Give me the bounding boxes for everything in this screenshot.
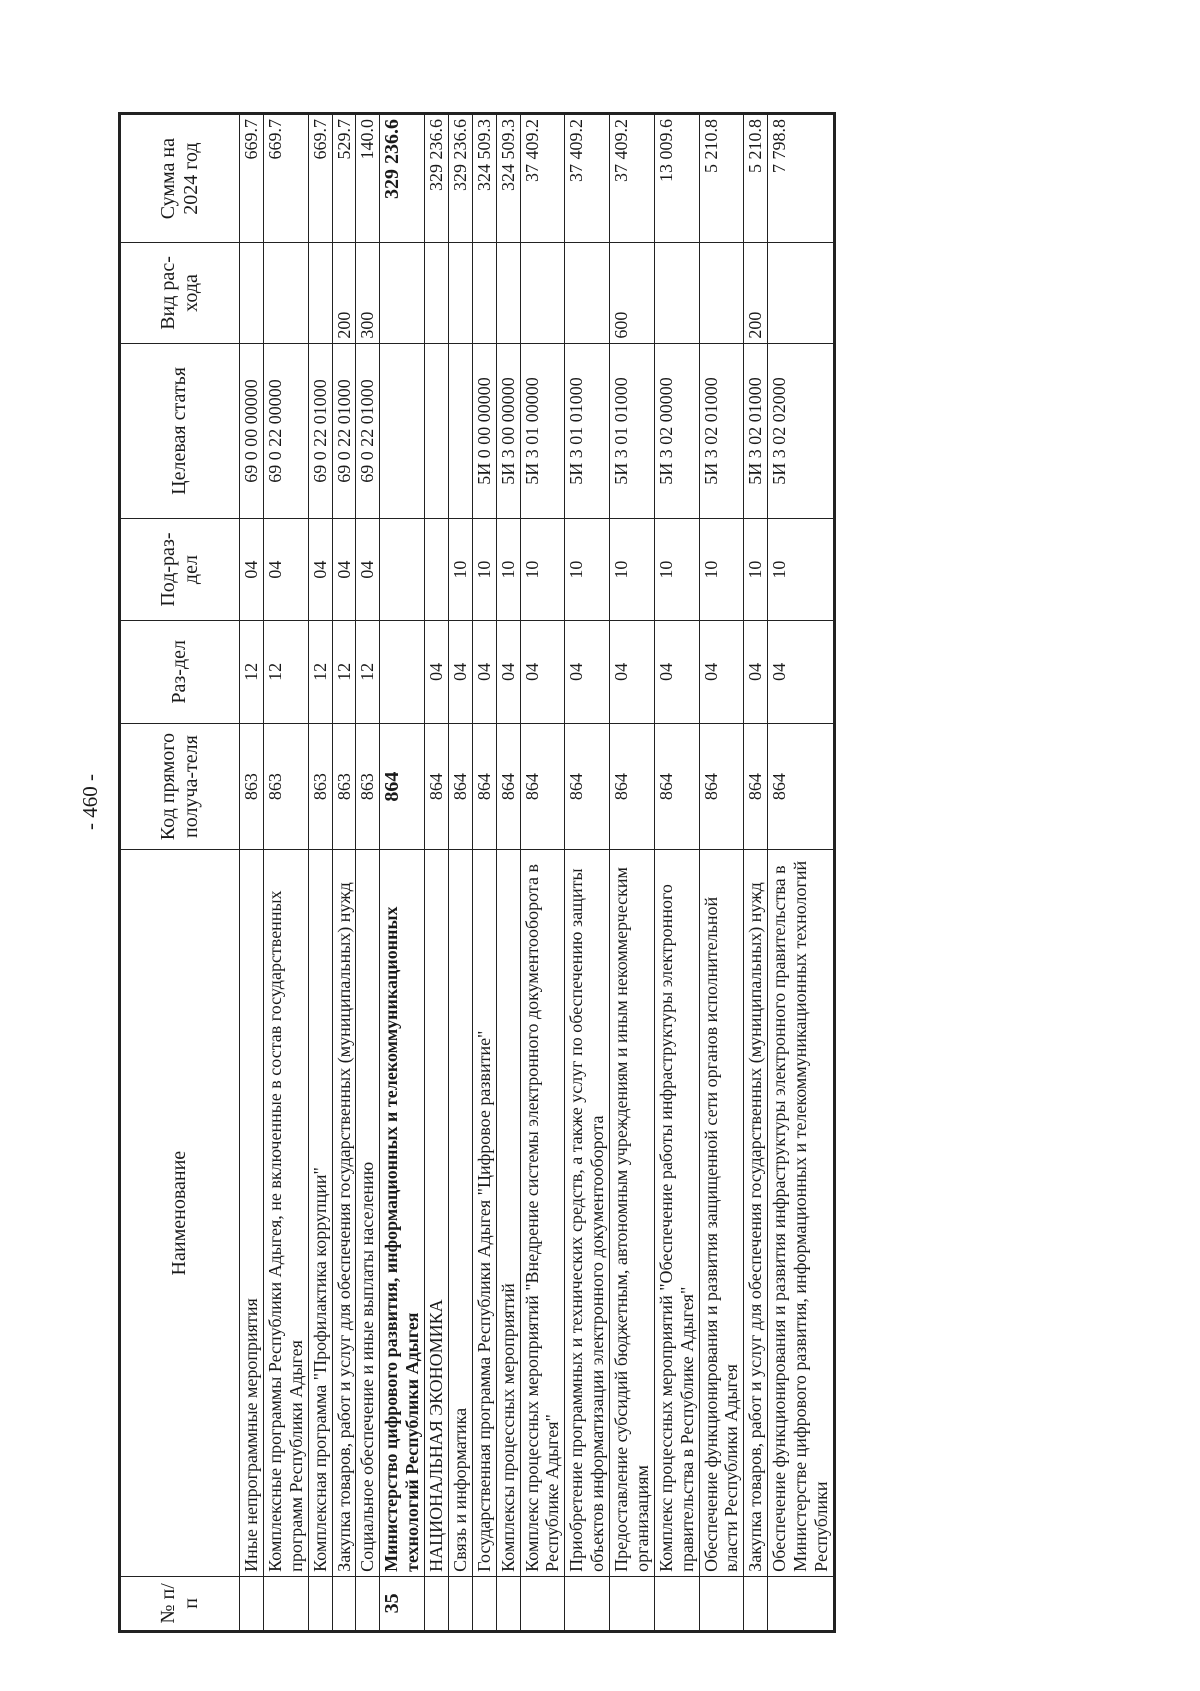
row-razdel: 12 xyxy=(332,620,356,723)
row-name: Иные непрограммные мероприятия xyxy=(240,850,264,1576)
row-num xyxy=(744,1576,768,1631)
row-name: Комплекс процессных мероприятий "Обеспечение работы инфраструктуры электронного правительства в Республике Адыгея" xyxy=(654,850,699,1576)
row-num xyxy=(654,1576,699,1631)
row-target: 69 0 22 01000 xyxy=(356,343,380,519)
row-name: Закупка товаров, работ и услуг для обеспечения государственных (муниципальных) нужд xyxy=(332,850,356,1576)
row-vid xyxy=(565,243,610,343)
row-podrazdel: 10 xyxy=(472,519,496,621)
row-vid xyxy=(380,243,425,343)
row-sum: 329 236.6 xyxy=(425,114,449,243)
table-row xyxy=(744,114,768,1632)
row-podrazdel: 04 xyxy=(263,519,308,621)
row-code: 864 xyxy=(380,723,425,850)
row-sum: 37 409.2 xyxy=(520,114,565,243)
row-num xyxy=(240,1576,264,1631)
row-code: 863 xyxy=(332,723,356,850)
row-num xyxy=(520,1576,565,1631)
row-num xyxy=(610,1576,655,1631)
row-razdel: 04 xyxy=(768,620,835,723)
row-target: 5И 3 02 00000 xyxy=(654,343,699,519)
row-name: Комплексы процессных мероприятий xyxy=(496,850,520,1576)
row-razdel: 04 xyxy=(654,620,699,723)
row-num xyxy=(425,1576,449,1631)
row-razdel: 12 xyxy=(240,620,264,723)
row-vid xyxy=(308,243,332,343)
row-vid: 300 xyxy=(356,243,380,343)
row-name: Комплексные программы Республики Адыгея, не включенные в состав государственных программ Республики Адыгея xyxy=(263,850,308,1576)
table-row xyxy=(610,114,655,1632)
row-code: 864 xyxy=(565,723,610,850)
row-target: 5И 3 01 01000 xyxy=(565,343,610,519)
table-row xyxy=(654,114,699,1632)
row-razdel: 12 xyxy=(263,620,308,723)
row-razdel: 04 xyxy=(744,620,768,723)
row-code: 864 xyxy=(654,723,699,850)
row-target: 5И 3 01 01000 xyxy=(610,343,655,519)
row-num xyxy=(565,1576,610,1631)
row-target: 5И 3 02 02000 xyxy=(768,343,835,519)
row-sum: 37 409.2 xyxy=(610,114,655,243)
table-row xyxy=(332,114,356,1632)
row-name: Государственная программа Республики Адыгея "Цифровое развитие" xyxy=(472,850,496,1576)
row-num xyxy=(263,1576,308,1631)
row-podrazdel: 04 xyxy=(240,519,264,621)
row-razdel: 04 xyxy=(520,620,565,723)
row-target xyxy=(448,343,472,519)
row-podrazdel: 04 xyxy=(356,519,380,621)
row-sum: 324 509.3 xyxy=(472,114,496,243)
row-target: 5И 3 02 01000 xyxy=(744,343,768,519)
row-name: Министерство цифрового развития, информационных и телекоммуникационных технологий Республики Адыгея xyxy=(380,850,425,1576)
row-name: Социальное обеспечение и иные выплаты населению xyxy=(356,850,380,1576)
row-sum: 13 009.6 xyxy=(654,114,699,243)
row-sum: 669.7 xyxy=(240,114,264,243)
row-code: 864 xyxy=(472,723,496,850)
row-name: Обеспечение функционирования и развития инфраструктуры электронного правительства в Министерстве цифрового развития, информационных и телекоммуникационных технологий Республики xyxy=(768,850,835,1576)
row-vid xyxy=(425,243,449,343)
row-code: 864 xyxy=(520,723,565,850)
row-code: 864 xyxy=(768,723,835,850)
row-sum: 140.0 xyxy=(356,114,380,243)
row-code: 864 xyxy=(699,723,744,850)
budget-table xyxy=(118,112,836,1633)
row-vid xyxy=(654,243,699,343)
row-code: 864 xyxy=(425,723,449,850)
row-razdel: 04 xyxy=(565,620,610,723)
header-vid: Вид рас-хода xyxy=(120,243,240,343)
row-podrazdel: 10 xyxy=(768,519,835,621)
row-target: 69 0 22 01000 xyxy=(308,343,332,519)
table-row xyxy=(768,114,835,1632)
row-code: 864 xyxy=(448,723,472,850)
row-name: Предоставление субсидий бюджетным, автономным учреждениям и иным некоммерческим организациям xyxy=(610,850,655,1576)
table-row xyxy=(425,114,449,1632)
row-sum: 329 236.6 xyxy=(448,114,472,243)
row-sum: 329 236.6 xyxy=(380,114,425,243)
row-vid: 600 xyxy=(610,243,655,343)
row-code: 863 xyxy=(308,723,332,850)
row-podrazdel xyxy=(425,519,449,621)
row-target: 69 0 00 00000 xyxy=(240,343,264,519)
row-name: Комплекс процессных мероприятий "Внедрение системы электронного документооборота в Республике Адыгея" xyxy=(520,850,565,1576)
row-razdel: 12 xyxy=(308,620,332,723)
page-number: - 460 - xyxy=(78,774,102,830)
row-code: 863 xyxy=(240,723,264,850)
row-target xyxy=(380,343,425,519)
row-num xyxy=(356,1576,380,1631)
row-name: НАЦИОНАЛЬНАЯ ЭКОНОМИКА xyxy=(425,850,449,1576)
row-razdel: 04 xyxy=(472,620,496,723)
table-row xyxy=(308,114,332,1632)
table-row xyxy=(448,114,472,1632)
row-podrazdel: 10 xyxy=(565,519,610,621)
row-podrazdel: 10 xyxy=(699,519,744,621)
row-sum: 7 798.8 xyxy=(768,114,835,243)
table-row xyxy=(240,114,264,1632)
table-row xyxy=(380,114,425,1632)
table-row xyxy=(496,114,520,1632)
row-podrazdel: 10 xyxy=(520,519,565,621)
table-row xyxy=(263,114,308,1632)
row-num xyxy=(699,1576,744,1631)
row-razdel: 04 xyxy=(425,620,449,723)
row-razdel: 12 xyxy=(356,620,380,723)
row-num xyxy=(472,1576,496,1631)
row-vid xyxy=(263,243,308,343)
row-vid xyxy=(496,243,520,343)
row-sum: 529.7 xyxy=(332,114,356,243)
row-podrazdel: 10 xyxy=(496,519,520,621)
row-name: Связь и информатика xyxy=(448,850,472,1576)
row-sum: 669.7 xyxy=(308,114,332,243)
header-row xyxy=(120,114,240,1632)
row-code: 864 xyxy=(744,723,768,850)
row-razdel: 04 xyxy=(496,620,520,723)
row-podrazdel: 10 xyxy=(744,519,768,621)
row-razdel xyxy=(380,620,425,723)
row-target: 69 0 22 00000 xyxy=(263,343,308,519)
row-sum: 5 210.8 xyxy=(744,114,768,243)
table-row xyxy=(565,114,610,1632)
row-code: 863 xyxy=(356,723,380,850)
row-sum: 324 509.3 xyxy=(496,114,520,243)
row-target: 5И 3 00 00000 xyxy=(496,343,520,519)
header-podrazdel: Под-раз-дел xyxy=(120,519,240,621)
row-vid xyxy=(472,243,496,343)
row-vid xyxy=(699,243,744,343)
row-razdel: 04 xyxy=(610,620,655,723)
row-podrazdel: 04 xyxy=(308,519,332,621)
table-row xyxy=(520,114,565,1632)
table-body xyxy=(240,114,835,1632)
row-code: 864 xyxy=(610,723,655,850)
table-row xyxy=(356,114,380,1632)
row-sum: 669.7 xyxy=(263,114,308,243)
row-code: 864 xyxy=(496,723,520,850)
table-row xyxy=(699,114,744,1632)
header-num: № п/п xyxy=(120,1576,240,1631)
row-target: 5И 0 00 00000 xyxy=(472,343,496,519)
header-razdel: Раз-дел xyxy=(120,620,240,723)
row-vid: 200 xyxy=(332,243,356,343)
row-vid xyxy=(768,243,835,343)
row-sum: 5 210.8 xyxy=(699,114,744,243)
row-vid xyxy=(448,243,472,343)
table-row xyxy=(472,114,496,1632)
header-name: Наименование xyxy=(120,850,240,1576)
row-target: 69 0 22 01000 xyxy=(332,343,356,519)
row-name: Закупка товаров, работ и услуг для обеспечения государственных (муниципальных) нужд xyxy=(744,850,768,1576)
row-podrazdel: 10 xyxy=(448,519,472,621)
row-code: 863 xyxy=(263,723,308,850)
row-num xyxy=(308,1576,332,1631)
rotated-page-content xyxy=(118,112,1060,1633)
row-target xyxy=(425,343,449,519)
header-target: Целевая статья xyxy=(120,343,240,519)
row-razdel: 04 xyxy=(448,620,472,723)
row-num xyxy=(332,1576,356,1631)
row-name: Комплексная программа "Профилактика коррупции" xyxy=(308,850,332,1576)
row-target: 5И 3 01 00000 xyxy=(520,343,565,519)
row-vid xyxy=(240,243,264,343)
row-razdel: 04 xyxy=(699,620,744,723)
row-podrazdel: 10 xyxy=(610,519,655,621)
row-podrazdel: 04 xyxy=(332,519,356,621)
row-num: 35 xyxy=(380,1576,425,1631)
row-name: Обеспечение функционирования и развития защищенной сети органов исполнительной власти Республики Адыгея xyxy=(699,850,744,1576)
row-podrazdel xyxy=(380,519,425,621)
row-vid: 200 xyxy=(744,243,768,343)
row-vid xyxy=(520,243,565,343)
row-num xyxy=(448,1576,472,1631)
header-sum: Сумма на 2024 год xyxy=(120,114,240,243)
row-name: Приобретение программных и технических средств, а также услуг по обеспечению защиты объектов информатизации электронного документооборота xyxy=(565,850,610,1576)
row-target: 5И 3 02 01000 xyxy=(699,343,744,519)
header-code: Код прямого получа-теля xyxy=(120,723,240,850)
row-num xyxy=(496,1576,520,1631)
row-sum: 37 409.2 xyxy=(565,114,610,243)
row-podrazdel: 10 xyxy=(654,519,699,621)
row-num xyxy=(768,1576,835,1631)
